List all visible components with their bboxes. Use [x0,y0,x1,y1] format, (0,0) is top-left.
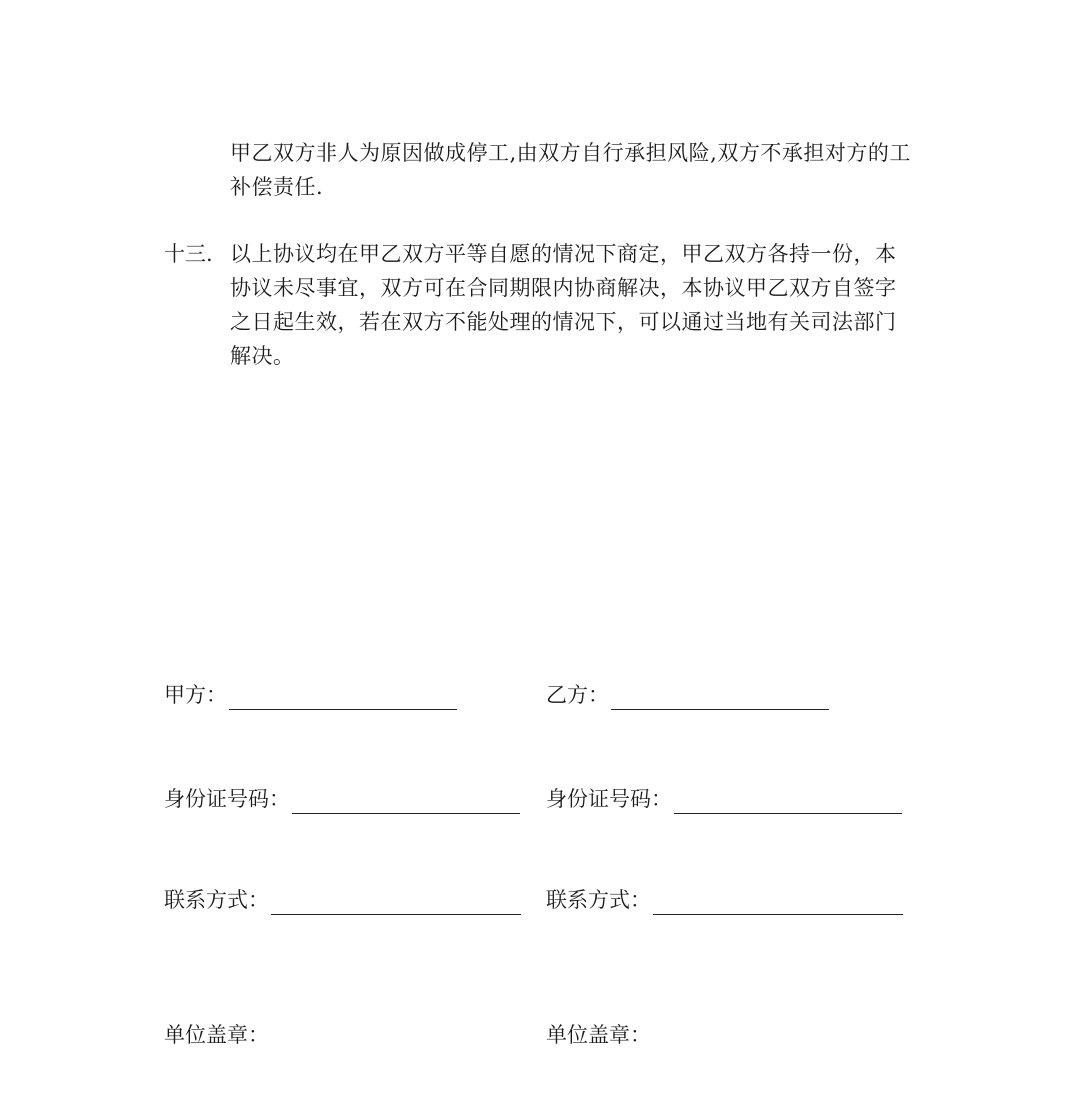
party-b-contact-row [546,885,903,915]
party-b-id-row [546,784,902,814]
paragraph-line: 补偿责任. [230,175,324,199]
party-a-name-label: 甲方： [164,683,227,707]
party-a-name-field[interactable] [229,685,457,710]
party-a-contact-field[interactable] [271,890,521,915]
party-a-id-field[interactable] [292,789,520,814]
party-b-id-field[interactable] [674,789,902,814]
party-b-name-field[interactable] [611,685,829,710]
party-b-seal-row [546,1020,651,1050]
party-b-name-label: 乙方： [546,683,609,707]
party-a-name-row [164,680,457,710]
paragraph-line: 解决。 [230,344,295,368]
party-a-contact-row [164,885,521,915]
party-b-contact-label: 联系方式： [546,888,651,912]
clause-13-number: 十三. [164,242,213,266]
party-b-seal-label: 单位盖章： [546,1023,651,1047]
party-b-id-label: 身份证号码： [546,787,672,811]
party-a-seal-row [164,1020,269,1050]
clause-12-continuation [230,136,911,204]
clause-13-body [230,237,897,373]
party-a-id-row [164,784,520,814]
paragraph-line: 甲乙双方非人为原因做成停工,由双方自行承担风险,双方不承担对方的工 [230,141,911,165]
paragraph-line: 以上协议均在甲乙双方平等自愿的情况下商定，甲乙双方各持一份，本 [230,242,897,266]
paragraph-line: 之日起生效，若在双方不能处理的情况下，可以通过当地有关司法部门 [230,310,897,334]
party-a-seal-label: 单位盖章： [164,1023,269,1047]
party-a-id-label: 身份证号码： [164,787,290,811]
party-a-contact-label: 联系方式： [164,888,269,912]
party-b-contact-field[interactable] [653,890,903,915]
paragraph-line: 协议未尽事宜，双方可在合同期限内协商解决，本协议甲乙双方自签字 [230,276,897,300]
party-b-name-row [546,680,829,710]
